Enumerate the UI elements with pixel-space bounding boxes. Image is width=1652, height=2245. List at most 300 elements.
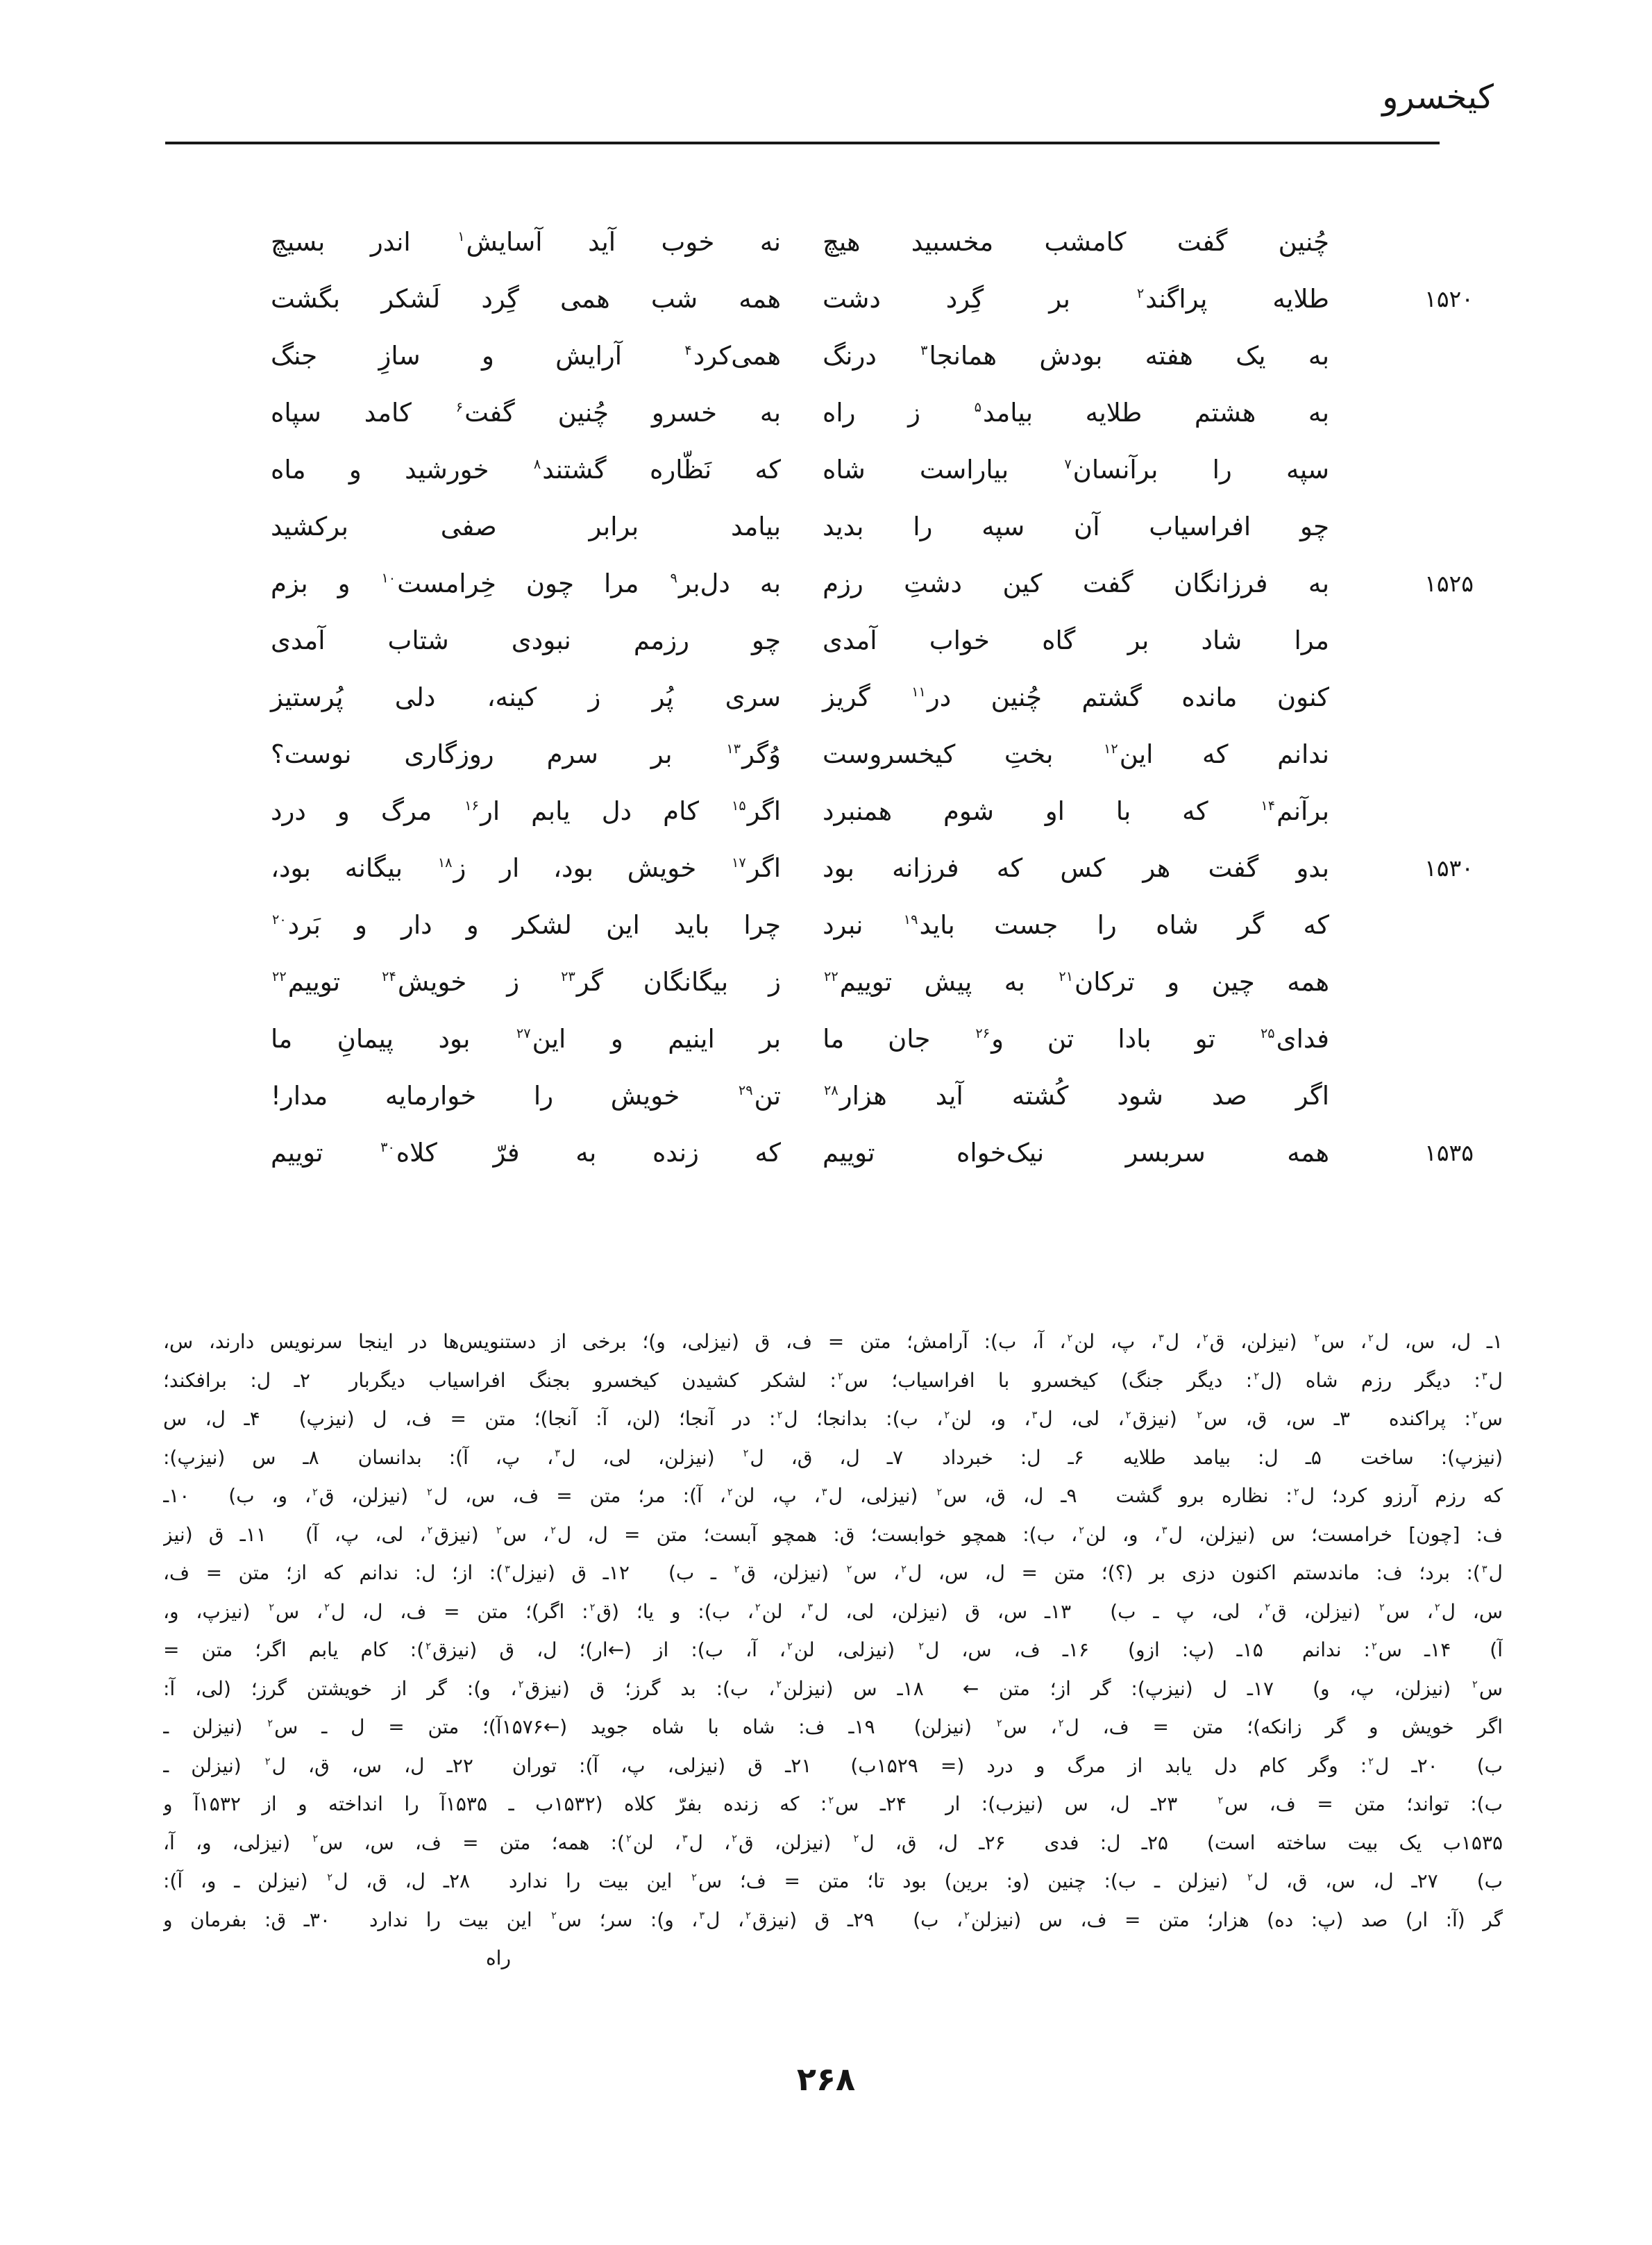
footnote-marker: ۲۱ (1059, 968, 1074, 985)
word: بیامد (731, 511, 781, 541)
word: کینه، (487, 682, 537, 712)
hemistich-left (271, 341, 781, 371)
poem-section (271, 213, 1503, 1181)
word: این (606, 909, 640, 940)
word: کس (1060, 852, 1106, 883)
hemistich-right (823, 512, 1329, 541)
apparatus-line: س$^۲$: پراکنده ۳ـ س، ق، س$^۲$ (نیزق$^۲$، لی، ل$^۳$، و، لن$^۲$، ب): بدانجا؛ ل$^۲$: در آنجا؛ (لن، آ: آنجا)؛ متن = ف، ل (نیزپ) ۴ـ ل، س (163, 1407, 1503, 1430)
word: فدای$^{۲۵}$ (1260, 1023, 1329, 1054)
footnote-marker: ۲ (755, 1601, 761, 1614)
word: بود (823, 852, 854, 883)
footnote-marker: ۲ (312, 1486, 318, 1498)
word: که (755, 1137, 781, 1168)
hemistich-left (271, 1024, 781, 1054)
footnote-marker: ۲ (625, 1833, 632, 1845)
hemistich-left (271, 398, 781, 428)
word: پیمانِ (337, 1023, 394, 1054)
footnote-marker: ۲ (267, 1717, 273, 1729)
word: سازِ (378, 340, 421, 371)
word: گر (1238, 909, 1265, 940)
word: گفت (1208, 852, 1259, 883)
footnote-marker: ۲۰ (272, 911, 287, 928)
footnote-marker: ۲۲ (824, 968, 838, 985)
hemistich-right (823, 569, 1329, 598)
word: آرایش (555, 340, 623, 371)
footnote-marker: ۴ (684, 342, 692, 359)
footnote-marker: ۲ (918, 1640, 925, 1652)
footnote-marker: ۲ (1472, 1409, 1478, 1421)
word: خویش (627, 852, 697, 883)
footnote-marker: ۲۶ (975, 1025, 991, 1042)
word: کلاه$^{۳۰}$ (380, 1137, 437, 1168)
word: بگشت (271, 283, 341, 314)
hemistich-right (823, 739, 1329, 769)
footnote-marker: ۲ (944, 1409, 950, 1421)
word: و (481, 340, 494, 371)
word: خوارمایه (385, 1080, 477, 1111)
word: چُنین (991, 682, 1043, 712)
word: آید (935, 1080, 963, 1111)
word: شاه (823, 454, 866, 485)
footnote-marker: ۲ (269, 1601, 275, 1614)
hemistich-right (823, 284, 1329, 314)
hemistich-right (823, 625, 1329, 655)
footnote-marker: ۲ (1314, 1331, 1320, 1344)
word: آسایش$^۱$ (457, 226, 543, 257)
hemistich-right (823, 398, 1329, 428)
footnote-marker: ۳ (1158, 1331, 1164, 1344)
word: به (1308, 397, 1329, 428)
word: به (759, 397, 781, 428)
word: گِرد (945, 283, 984, 314)
word: مدار! (271, 1080, 328, 1111)
word: باید (673, 909, 710, 940)
couplet-row (271, 441, 1503, 498)
footnote-marker: ۲ (1254, 1370, 1260, 1383)
footnote-marker: ۳ (1161, 1524, 1168, 1537)
verse-number: ۱۵۲۰ (1424, 285, 1474, 312)
word: تن (1047, 1023, 1074, 1054)
word: کنون (1276, 682, 1329, 712)
footnote-marker: ۲ (312, 1833, 319, 1845)
word: شب (650, 283, 698, 314)
word: دار (401, 909, 432, 940)
word: یابم (531, 796, 571, 826)
word: رزم (823, 568, 863, 598)
word: مرا (603, 568, 639, 598)
word: نبودی (511, 625, 571, 655)
word: روزگاری (404, 739, 494, 769)
couplet-row (271, 1067, 1503, 1124)
footnote-marker: ۱۰ (381, 570, 396, 587)
footnote-marker: ۳۰ (380, 1139, 395, 1156)
word: توییم$^{۲۲}$ (272, 966, 341, 997)
footnote-marker: ۲ (550, 1524, 556, 1537)
apparatus-section (163, 1322, 1503, 1977)
word: اندر (370, 226, 411, 257)
footnote-marker: ۳ (682, 1833, 688, 1845)
hemistich-right (823, 910, 1329, 940)
word: صفی (440, 511, 497, 541)
word: دشت (823, 283, 881, 314)
word: به (1308, 340, 1329, 371)
word: بیگانه (344, 852, 403, 883)
footnote-marker: ۲ (734, 1563, 740, 1575)
footnote-marker: ۲۴ (382, 968, 396, 985)
hemistich-left (271, 1138, 781, 1168)
apparatus-line: که رزم آرزو کرد؛ ل$^۲$: نظاره برو گشت ۹ـ ل، ق، س$^۲$ (نیزلی، ل$^۳$، پ، لن$^۲$، آ): مر؛ متن = ف، س، ل$^۲$ (نیزلن، ق$^۲$، و، ب) ۱۰ـ (163, 1484, 1503, 1507)
word: لشکر (512, 909, 572, 940)
footnote-marker: ۲ (936, 1486, 943, 1498)
word: گفت (1177, 226, 1228, 257)
couplet-row (271, 953, 1503, 1010)
word: و (337, 568, 351, 598)
couplet-row (271, 839, 1503, 896)
word: و (355, 909, 367, 940)
footnote-marker: ۷ (1064, 456, 1072, 473)
word: را (533, 1080, 554, 1111)
word: که (1303, 909, 1329, 940)
word: همه (1287, 966, 1329, 997)
word: سپه (1286, 454, 1329, 485)
footnote-marker: ۲ (1202, 1331, 1208, 1344)
hemistich-left (271, 739, 781, 769)
apparatus-line: ۱ـ ل، س، ل$^۲$، س$^۲$ (نیزلن، ق$^۲$، ل$^۳$، پ، لن$^۲$، آ، ب): آرامش؛ متن = ف، ق (نیزلی، و)؛ برخی از دستنویس‌ها در اینجا سرنویس دارند، س، (163, 1330, 1503, 1353)
word: افراسیاب (1149, 511, 1251, 541)
word: بدید (823, 511, 864, 541)
footnote-marker: ۲ (1079, 1524, 1084, 1537)
word: این$^{۱۲}$ (1104, 739, 1154, 769)
footnote-marker: ۲۷ (516, 1025, 531, 1042)
couplet-row (271, 1124, 1503, 1181)
word: بختِ (1004, 739, 1054, 769)
word: نیک‌خواه (956, 1137, 1045, 1168)
footnote-marker: ۲ (425, 1640, 431, 1652)
word: جنگ (271, 340, 318, 371)
footnote-marker: ۲ (426, 1486, 432, 1498)
word: بودش (1039, 340, 1103, 371)
word: نه (759, 226, 781, 257)
word: کُشته (1011, 1080, 1069, 1111)
word: کام (663, 796, 699, 826)
word: خِرامست$^{۱۰}$ (381, 568, 496, 598)
apparatus-line: ب) ۲۷ـ ل، س، ق، ل$^۲$ (نیزلن ـ ب): چنین (و: برین) بود تا؛ متن = ف؛ س$^۲$ این بیت را ندارد ۲۸ـ ل، ق، ل$^۲$ (نیزلن ـ و، آ): (163, 1869, 1503, 1892)
word: بر (759, 1023, 781, 1054)
word: خورشید (405, 454, 489, 485)
word: همانجا$^۳$ (920, 340, 997, 371)
word: شاد (1201, 625, 1242, 655)
word: که (755, 454, 781, 485)
hemistich-left (271, 227, 781, 257)
word: توییم (823, 1137, 875, 1168)
footnote-marker: ۲ (1136, 285, 1145, 302)
footnote-marker: ۱۸ (437, 855, 453, 871)
footnote-marker: ۲ (1293, 1486, 1299, 1498)
word: فرزانگان (1173, 568, 1268, 598)
footnote-marker: ۲۹ (738, 1082, 753, 1099)
word: بیامد$^۵$ (974, 397, 1033, 428)
hemistich-right (823, 1081, 1329, 1111)
footnote-marker: ۲ (828, 1794, 834, 1806)
word: خواب (929, 625, 990, 655)
apparatus-line: س$^۲$ (نیزلن، پ، و) ۱۷ـ ل (نیزپ): گر از؛ متن ← ۱۸ـ س (نیزلن$^۲$، ب): بد گرز؛ ق (نیزق$^۲$، و): گر از خویشتن گرز؛ (لی، آ: (163, 1676, 1503, 1700)
word: طلایه (1272, 283, 1329, 314)
hemistich-left (271, 455, 781, 485)
footnote-marker: ۲ (901, 1563, 907, 1575)
hemistich-left (271, 967, 781, 997)
page-header-title: کیخسرو (1382, 78, 1494, 117)
word: راه (823, 397, 856, 428)
word: شود (1117, 1080, 1163, 1111)
couplet-row (271, 1010, 1503, 1067)
hemistich-left (271, 853, 781, 883)
word: چون (525, 568, 575, 598)
word: به (1004, 966, 1025, 997)
footnote-marker: ۶ (455, 399, 464, 416)
word: اگر$^{۱۵}$ (732, 796, 781, 826)
footnote-marker: ۸ (533, 456, 541, 473)
hemistich-left (271, 1081, 781, 1111)
word: و (348, 454, 362, 485)
word: و (1167, 966, 1180, 997)
word: جان (888, 1023, 931, 1054)
word: بدو (1296, 852, 1329, 883)
word: آمدی (271, 625, 326, 655)
apparatus-line: آ) ۱۴ـ س$^۲$: ندانم ۱۵ـ (پ: ازو) ۱۶ـ ف، س، ل$^۲$ (نیزلی، لن$^۲$، آ، ب): از (←ار)؛ ل، ق (نیزق$^۲$): کام یابم اگر؛ متن = (163, 1638, 1503, 1661)
word: اگر (1295, 1080, 1329, 1111)
footnote-marker: ۲ (1379, 1601, 1385, 1614)
word: لَشکر (381, 283, 441, 314)
word: ز$^{۱۸}$ (437, 852, 466, 883)
word: بَرد$^{۲۰}$ (272, 909, 321, 940)
word: شوم (943, 796, 994, 826)
footnote-marker: ۱۳ (726, 741, 741, 757)
word: هزار$^{۲۸}$ (824, 1080, 887, 1111)
hemistich-left (271, 284, 781, 314)
word: ار (500, 852, 520, 883)
couplet-row (271, 498, 1503, 555)
word: بیگانگان (643, 966, 729, 997)
word: ز (768, 966, 781, 997)
footnote-marker: ۹ (670, 570, 677, 587)
footnote-marker: ۲۸ (824, 1082, 838, 1099)
word: فرّ (493, 1137, 520, 1168)
word: صد (1211, 1080, 1247, 1111)
word: ما (823, 1023, 845, 1054)
footnote-marker: ۲ (1434, 1601, 1440, 1614)
couplet-row (271, 213, 1503, 270)
hemistich-left (271, 796, 781, 826)
footnote-marker: ۳ (1481, 1370, 1487, 1383)
word: گفت$^۶$ (455, 397, 515, 428)
word: گِرد (481, 283, 519, 314)
word: رزمم (633, 625, 689, 655)
word: و (610, 1023, 623, 1054)
couplet-row (271, 555, 1503, 612)
footnote-marker: ۲ (846, 1563, 852, 1575)
word: سرم (546, 739, 598, 769)
hemistich-left (271, 569, 781, 598)
footnote-marker: ۲ (1368, 1756, 1374, 1768)
footnote-marker: ۲ (496, 1524, 502, 1537)
word: خویش$^{۲۴}$ (382, 966, 467, 997)
footnote-marker: ۲ (1247, 1871, 1253, 1883)
word: را (1212, 454, 1232, 485)
apparatus-line: ب): تواند؛ متن = ف، س$^۲$ ۲۳ـ ل، س (نیزب): ار ۲۴ـ س$^۲$: که زنده بفرّ کلاه (۱۵۳۲ب ـ ۱۵۳۵آ را انداخته و از ۱۵۳۲آ و (163, 1792, 1503, 1815)
word: برکشید (271, 511, 348, 541)
word: شاه (1156, 909, 1199, 940)
poem-rows (271, 213, 1503, 1181)
word: را (1097, 909, 1117, 940)
footnote-marker: ۲ (727, 1486, 733, 1498)
page-number: ۲۶۸ (796, 2060, 856, 2098)
word: بیاراست (919, 454, 1009, 485)
footnote-marker: ۲ (1367, 1331, 1374, 1344)
word: ز (507, 966, 520, 997)
word: آید (588, 226, 616, 257)
apparatus-line: ل$^۳$: دیگر رزم شاه (ل$^۲$: دیگر جنگ) کیخسرو با افراسیاب؛ س$^۲$: لشکر کشیدن کیخسرو بجنگ افراسیاب دیگربار ۲ـ ل: برافکند؛ (163, 1368, 1503, 1392)
word: بادا (1118, 1023, 1152, 1054)
word: به (1308, 568, 1329, 598)
word: ز (908, 397, 921, 428)
word: باید$^{۱۹}$ (903, 909, 955, 940)
footnote-marker: ۳ (699, 1910, 705, 1922)
footnote-marker: ۳ (555, 1447, 561, 1460)
verse-number: ۱۵۳۰ (1424, 854, 1474, 882)
word: فرزانه (892, 852, 959, 883)
footnote-marker: ۲ (1265, 1601, 1271, 1614)
word: بر (1049, 283, 1070, 314)
hemistich-right (823, 1138, 1329, 1168)
footnote-marker: ۱۱ (911, 684, 926, 700)
footnote-marker: ۲ (776, 1679, 782, 1691)
apparatus-line: ب) ۲۰ـ ل$^۲$: وگر کام دل یابد از مرگ و درد (= ۱۵۲۹ب) ۲۱ـ ق (نیزلی، پ، آ): توران ۲۲ـ ل، س، ق، ل$^۲$ (نیزلن ـ (163, 1754, 1503, 1777)
word: و$^{۲۶}$ (975, 1023, 1004, 1054)
word: هشتم (1194, 397, 1256, 428)
word: سری (725, 682, 781, 712)
footnote-marker: ۲ (551, 1910, 557, 1922)
footnote-marker: ۲ (964, 1910, 970, 1922)
word: دل‌بر$^۹$ (670, 568, 730, 598)
word: و (466, 909, 479, 940)
word: ما (271, 1023, 293, 1054)
hemistich-right (823, 682, 1329, 712)
footnote-marker: ۲ (743, 1447, 749, 1460)
footnote-marker: ۲ (589, 1601, 596, 1614)
couplet-row (271, 384, 1503, 441)
word: که (1202, 739, 1229, 769)
word: درد (271, 796, 306, 826)
footnote-marker: ۲ (786, 1640, 793, 1652)
footnote-marker: ۱ (457, 228, 465, 245)
hemistich-left (271, 512, 781, 541)
footnote-marker: ۵ (974, 399, 982, 416)
word: مرگ (380, 796, 432, 826)
word: نوست؟ (271, 739, 352, 769)
word: با (1115, 796, 1131, 826)
word: جست (994, 909, 1059, 940)
footnote-marker: ۳ (920, 342, 928, 359)
word: که (996, 852, 1023, 883)
word: را (913, 511, 933, 541)
couplet-row (271, 896, 1503, 953)
word: او (1045, 796, 1065, 826)
footnote-marker: ۲ (427, 1524, 433, 1537)
footnote-marker: ۲ (1197, 1409, 1203, 1421)
footnote-marker: ۲ (745, 1910, 751, 1922)
word: چین (1211, 966, 1255, 997)
apparatus-line: ۱۵۳۵ب یک بیت ساخته است) ۲۵ـ ل: فدی ۲۶ـ ل، ق، ل$^۲$ (نیزلن، ق$^۲$، ل$^۳$، لن$^۲$): همه؛ متن = ف، س، س$^۲$ (نیزلی، و، آ، (163, 1831, 1503, 1854)
word: سپه (981, 511, 1025, 541)
word: همی‌کرد$^۴$ (684, 340, 781, 371)
word: چو (1300, 511, 1329, 541)
word: گر$^{۲۳}$ (561, 966, 603, 997)
footnote-marker: ۲۲ (272, 968, 287, 985)
footnote-marker: ۲ (691, 1871, 697, 1883)
word: هر (1143, 852, 1171, 883)
word: ار$^{۱۶}$ (464, 796, 500, 826)
footnote-marker: ۳ (1481, 1563, 1487, 1575)
hemistich-right (823, 341, 1329, 371)
word: که (1182, 796, 1208, 826)
footnote-marker: ۱۹ (903, 911, 918, 928)
couplet-row (271, 669, 1503, 725)
word: آن (1074, 511, 1100, 541)
word: زنده (652, 1137, 699, 1168)
word: طلایه (1085, 397, 1143, 428)
hemistich-right (823, 1024, 1329, 1054)
footnote-marker: ۱۲ (1104, 741, 1118, 757)
word: همه (1287, 1137, 1329, 1168)
word: خسرو (651, 397, 717, 428)
verse-number: ۱۵۲۵ (1424, 569, 1474, 597)
word: همه (739, 283, 781, 314)
word: خویش (610, 1080, 680, 1111)
footnote-marker: ۳ (807, 1601, 814, 1614)
footnote-marker: ۳ (505, 1563, 510, 1575)
word: هیچ (823, 226, 861, 257)
word: پُرستیز (271, 682, 344, 712)
footnote-marker: ۲ (996, 1717, 1002, 1729)
word: توییم$^{۲۲}$ (824, 966, 893, 997)
word: ماه (271, 454, 306, 485)
apparatus-lines (163, 1322, 1503, 1939)
word: دشتِ (904, 568, 962, 598)
footnote-marker: ۱۴ (1261, 798, 1276, 814)
footnote-marker: ۱۵ (732, 798, 746, 814)
hemistich-left (271, 910, 781, 940)
couplet-row (271, 612, 1503, 669)
word: بزم (271, 568, 308, 598)
couplet-row (271, 725, 1503, 782)
hemistich-right (823, 967, 1329, 997)
word: همی (560, 283, 610, 314)
word: در$^{۱۱}$ (911, 682, 952, 712)
apparatus-line: ل$^۳$): برد؛ ف: ماندستم اکنون دزی بر (؟)؛ متن = ل، س، ل$^۲$، س$^۲$ (نیزلن، ق$^۲$ ـ ب) ۱۲ـ ق (نیزل$^۳$): از؛ ل: ندانم که از؛ متن = ف، (163, 1561, 1503, 1584)
couplet-row (271, 782, 1503, 839)
apparatus-line: ف: [چون] خرامست؛ س (نیزلن، ل$^۳$، و، لن$^۲$، ب): همچو خوابست؛ ق: همچو آبست؛ متن = ل، ل$^۲$، س$^۲$ (نیزق$^۲$، لی، پ، آ) ۱۱ـ ق (نیز (163, 1522, 1503, 1546)
hemistich-left (271, 625, 781, 655)
word: دل (601, 796, 632, 826)
word: به (759, 568, 781, 598)
footnote-marker: ۱۷ (732, 855, 746, 871)
word: توییم (271, 1137, 323, 1168)
word: برابر (589, 511, 639, 541)
word: پُر (652, 682, 674, 712)
word: گفت (1082, 568, 1133, 598)
hemistich-right (823, 455, 1329, 485)
footnote-marker: ۲ (264, 1756, 271, 1768)
